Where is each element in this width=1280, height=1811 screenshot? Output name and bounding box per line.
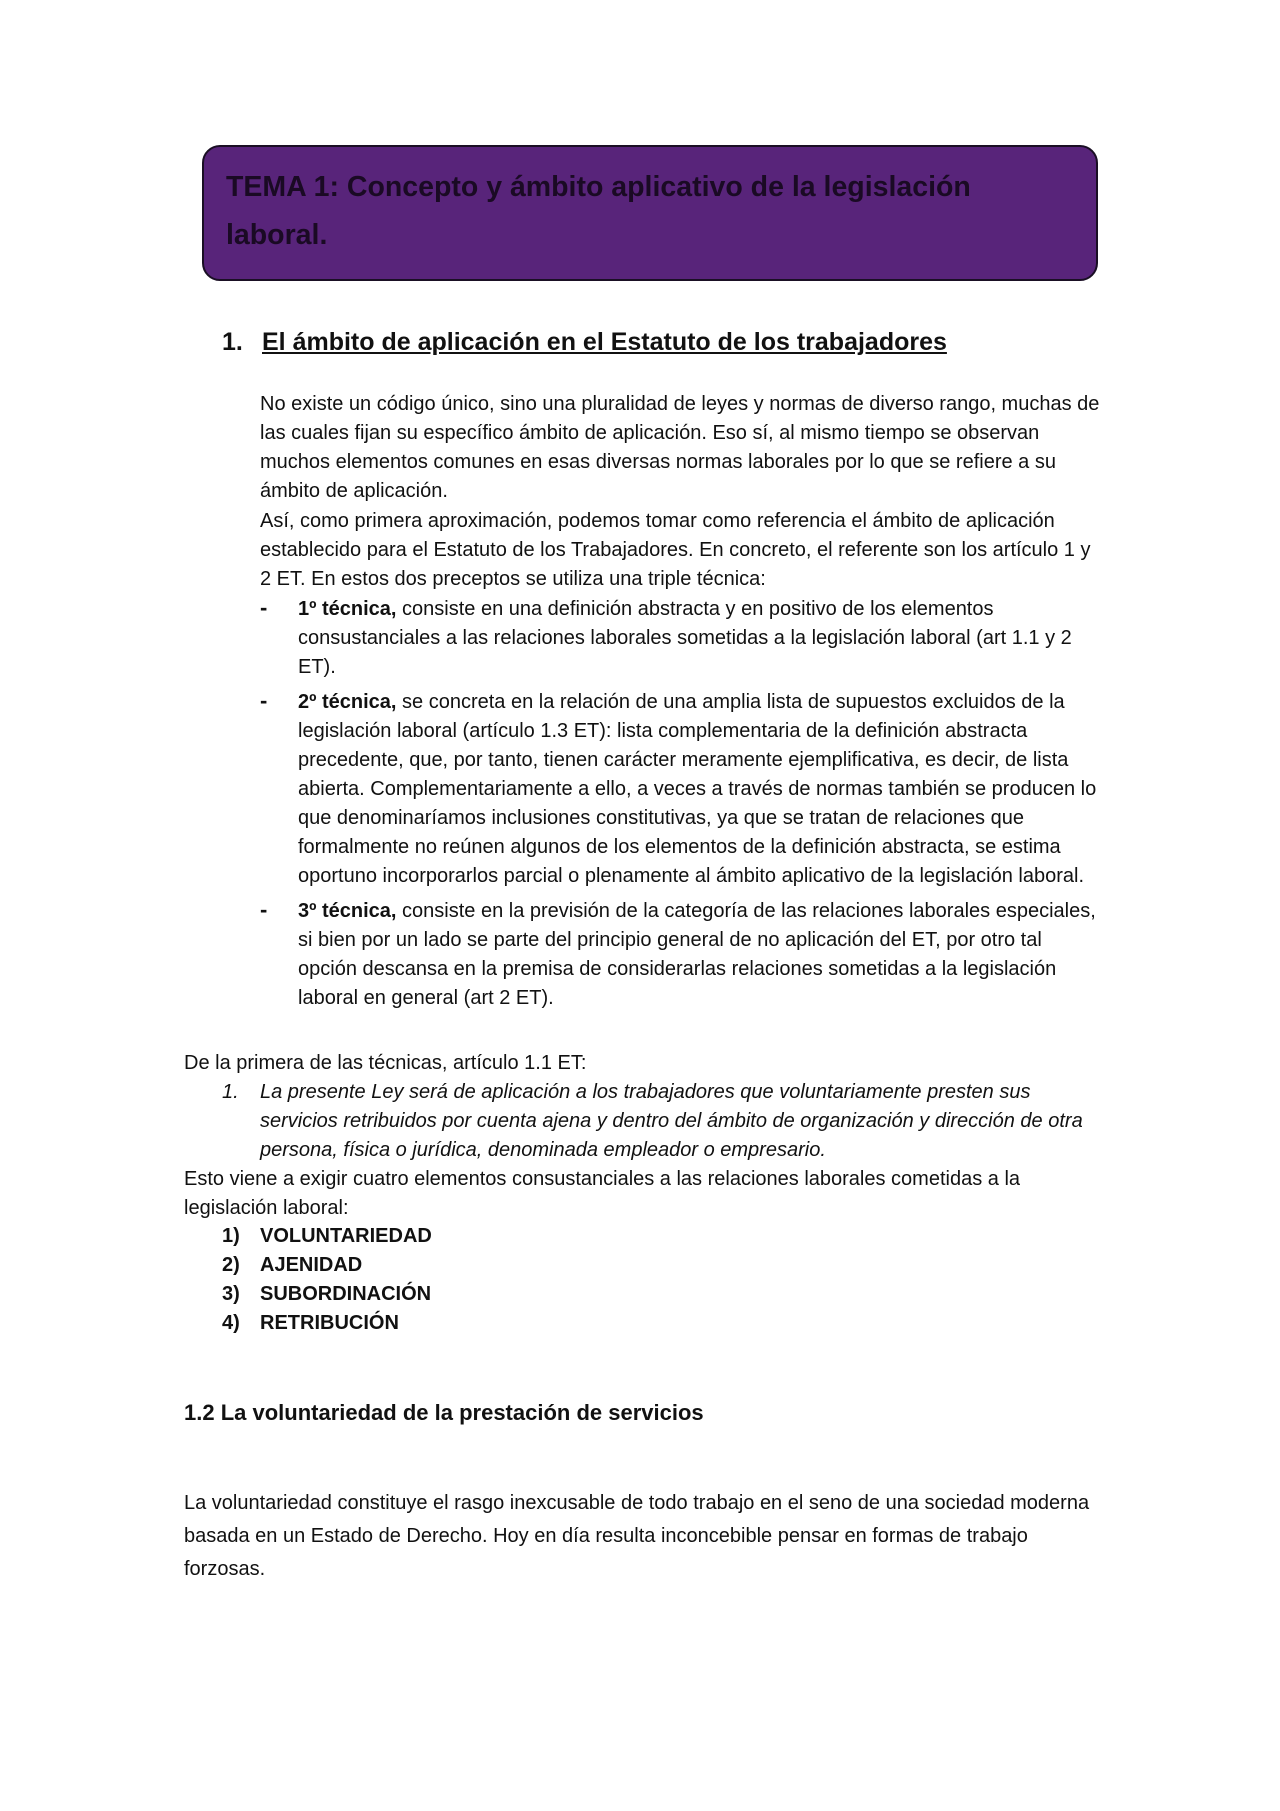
article-quote: La presente Ley será de aplicación a los trabajadores que voluntariamente presten sus servicios retribuidos por cuenta ajena y dentro del ámbito de organización y dirección de otra persona, física o jurídica, denominada empleador o empresario. — [260, 1081, 1083, 1161]
technique-label: 1º técnica, — [298, 598, 397, 620]
section-1-2-heading: 1.2 La voluntariedad de la prestación de servicios — [184, 1400, 704, 1425]
article-quote-list — [222, 1078, 1102, 1165]
chapter-title: TEMA 1: Concepto y ámbito aplicativo de la legislación laboral. — [226, 171, 971, 251]
element-label: AJENIDAD — [260, 1254, 363, 1276]
element-number: 3) — [222, 1283, 240, 1305]
list-item — [222, 1309, 432, 1338]
technique-text: se concreta en la relación de una amplia lista de supuestos excluidos de la legislación laboral (artículo 1.3 ET): lista complementaria de la definición abstracta precedente, que, por tanto, tienen carácter meramente ejemplificativa, es decir, de lista abierta. Complementariamente a ello, a veces a través de normas también se producen lo que denominaríamos inclusiones constitutivas, ya que se tratan de relaciones que formalmente no reúnen algunos de los elementos de la definición abstracta, se estima oportuno incorporarlos parcial o plenamente al ámbito aplicativo de la legislación laboral. — [298, 691, 1097, 887]
technique-text: consiste en la previsión de la categoría de las relaciones laborales especiales, si bien por un lado se parte del principio general de no aplicación del ET, por otro tal opción descansa en la premisa de considerarlas relaciones sometidas a la legislación laboral en general (art 2 ET). — [298, 900, 1096, 1009]
quote-number: 1. — [222, 1081, 239, 1103]
list-item — [222, 1280, 432, 1309]
section-1-number: 1. — [222, 328, 243, 356]
bullet-dash: - — [260, 897, 268, 922]
section-1-heading — [222, 328, 947, 357]
first-technique-intro: De la primera de las técnicas, artículo 1.1 ET: — [184, 1052, 587, 1074]
techniques-list — [260, 595, 1100, 1019]
list-item — [222, 1222, 432, 1251]
chapter-title-box — [202, 145, 1098, 281]
list-item — [260, 595, 1100, 682]
element-number: 2) — [222, 1254, 240, 1276]
section-1-title: El ámbito de aplicación en el Estatuto de los trabajadores — [262, 328, 947, 356]
list-item — [222, 1251, 432, 1280]
element-label: VOLUNTARIEDAD — [260, 1225, 432, 1247]
technique-label: 2º técnica, — [298, 691, 397, 713]
element-number: 4) — [222, 1312, 240, 1334]
intro-paragraph: No existe un código único, sino una pluralidad de leyes y normas de diverso rango, muchas de las cuales fijan su específico ámbito de aplicación. Eso sí, al mismo tiempo se observan muchos elementos comunes en esas diversas normas laborales por lo que se refiere a su ámbito de aplicación. — [260, 393, 1100, 502]
list-item — [222, 1078, 1102, 1165]
element-label: SUBORDINACIÓN — [260, 1283, 432, 1305]
section-1-2-paragraph: La voluntariedad constituye el rasgo inexcusable de todo trabajo en el seno de una sociedad moderna basada en un Estado de Derecho. Hoy en día resulta inconcebible pensar en formas de trabajo forzosas. — [184, 1492, 1090, 1580]
intro-paragraph-2: Así, como primera aproximación, podemos tomar como referencia el ámbito de aplicación establecido para el Estatuto de los Trabajadores. En concreto, el referente son los artículo 1 y 2 ET. En estos dos preceptos se utiliza una triple técnica: — [260, 510, 1091, 590]
list-item — [260, 897, 1100, 1013]
element-number: 1) — [222, 1225, 240, 1247]
technique-text: consiste en una definición abstracta y en positivo de los elementos consustanciales a las relaciones laborales sometidas a la legislación laboral (art 1.1 y 2 ET). — [298, 598, 1072, 678]
bullet-dash: - — [260, 688, 268, 713]
element-label: RETRIBUCIÓN — [260, 1312, 399, 1334]
bullet-dash: - — [260, 595, 268, 620]
elements-list — [222, 1222, 432, 1338]
list-item — [260, 688, 1100, 891]
elements-intro: Esto viene a exigir cuatro elementos consustanciales a las relaciones laborales cometidas a la legislación laboral: — [184, 1168, 1021, 1219]
technique-label: 3º técnica, — [298, 900, 397, 922]
